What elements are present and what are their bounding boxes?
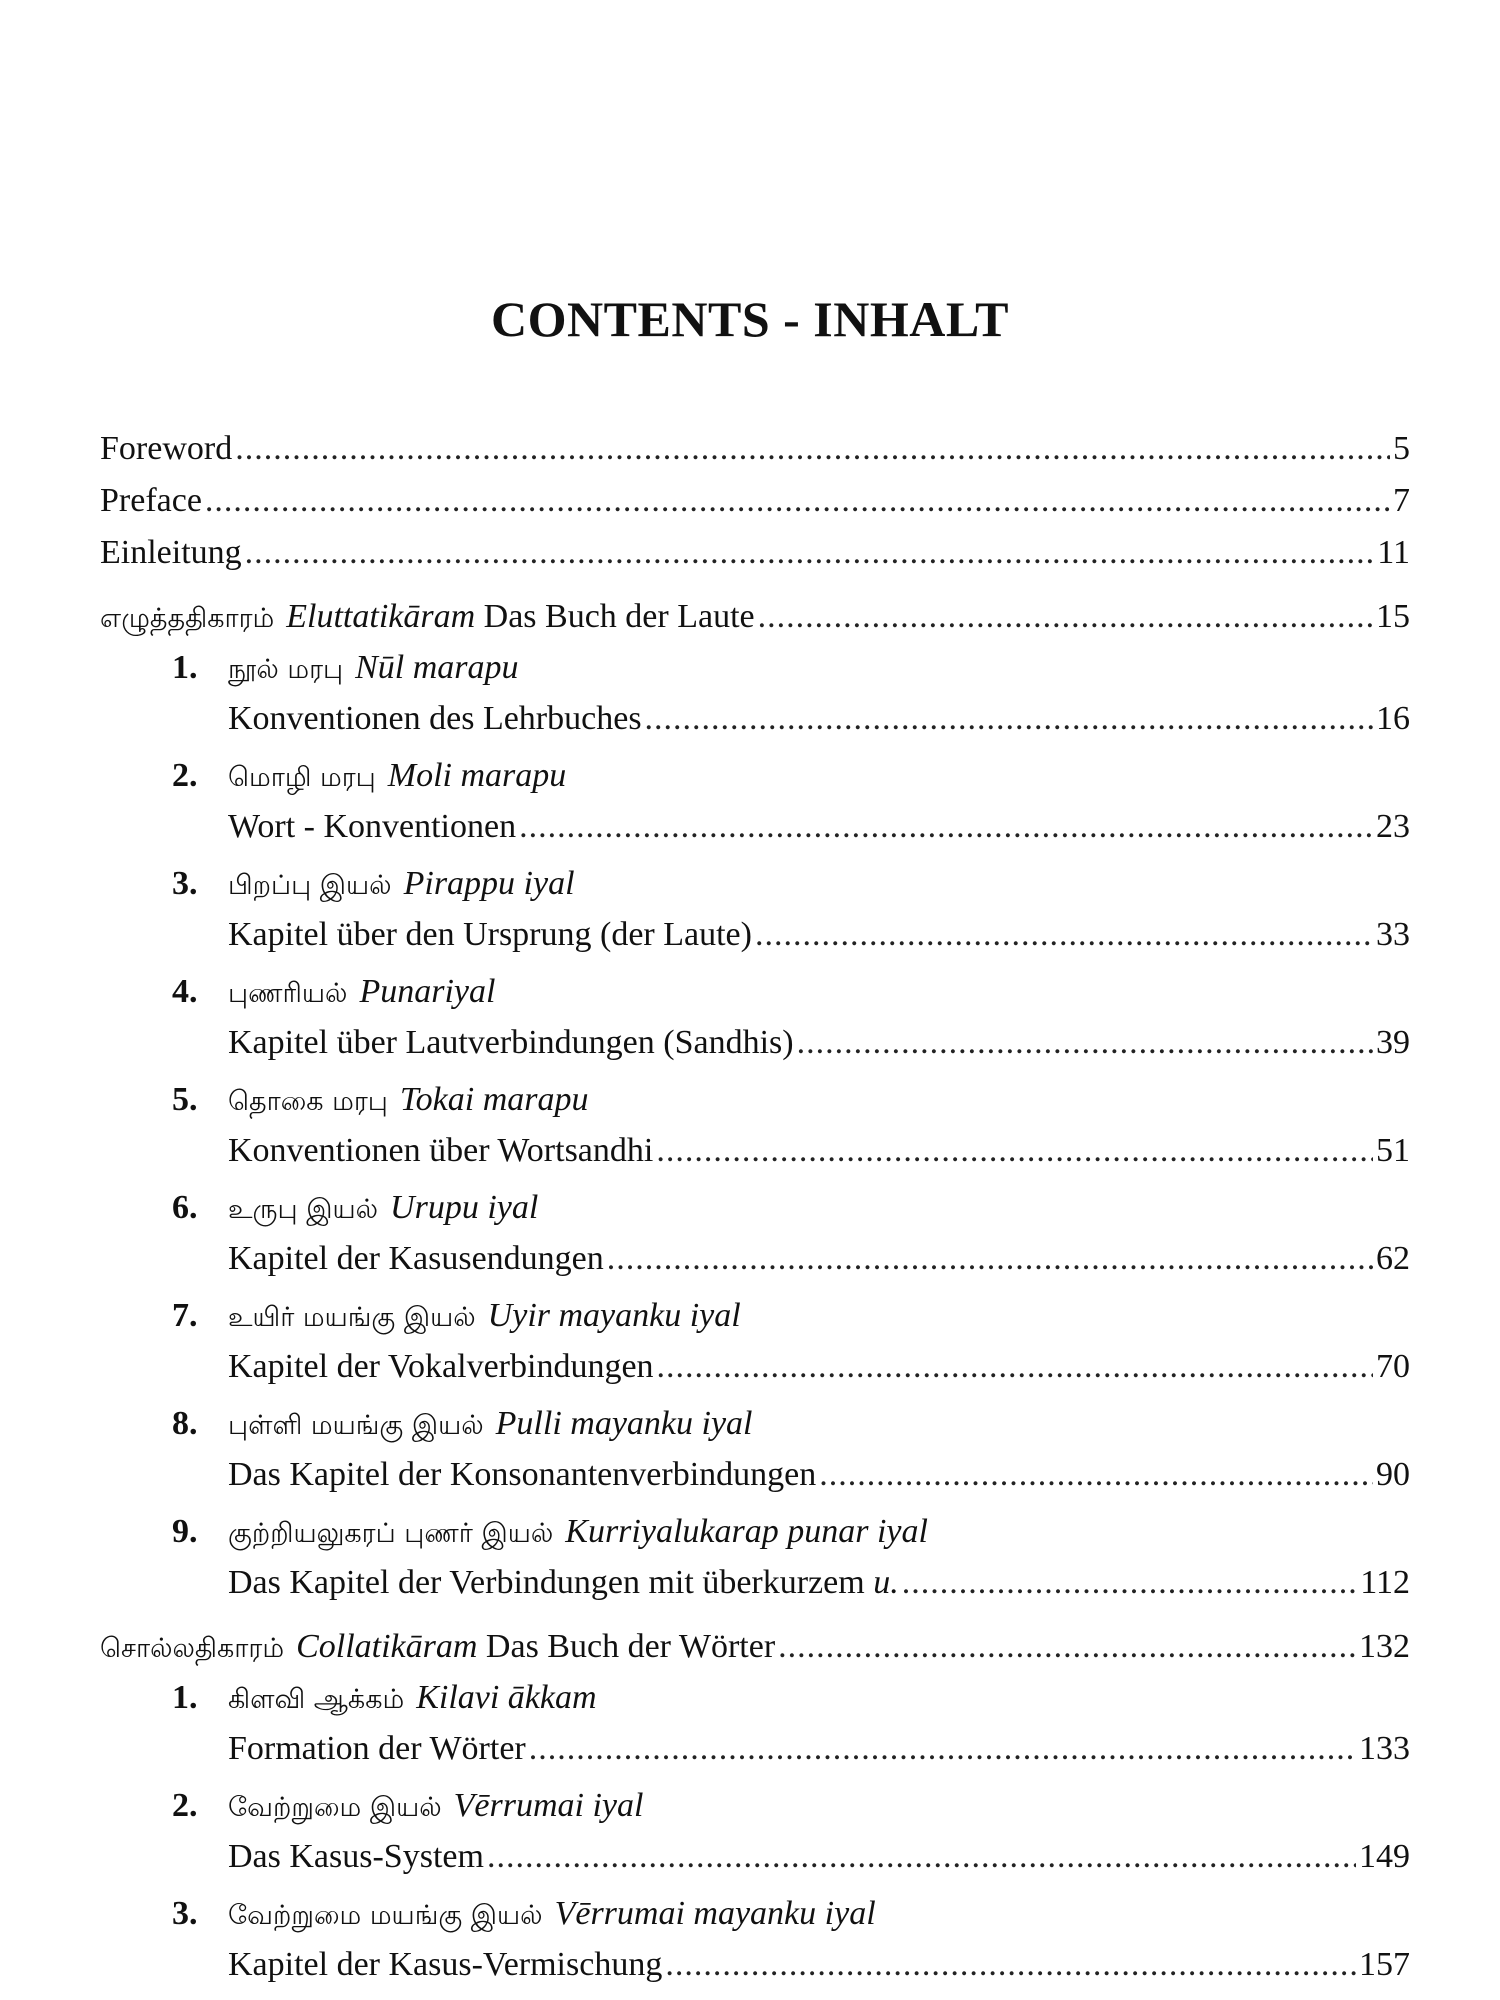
chapter-number: 7. <box>172 1297 198 1334</box>
transliteration: Punariyal <box>359 973 496 1010</box>
tamil-title: உயிர் மயங்கு இயல் <box>228 1302 476 1333</box>
toc-chapter-3[interactable] <box>172 859 1410 961</box>
chapter-number: 8. <box>172 1405 198 1442</box>
book-title <box>100 1621 775 1675</box>
leader-dots <box>205 475 1390 527</box>
toc-chapter-4[interactable] <box>172 967 1410 1069</box>
page-number: 90 <box>1376 1456 1410 1493</box>
toc-entry-foreword[interactable] <box>100 423 1410 475</box>
transliteration: Eluttatikāram <box>286 598 476 635</box>
chapter-number: 2. <box>172 1787 198 1824</box>
chapter-number: 4. <box>172 973 198 1010</box>
page-number: 133 <box>1359 1730 1410 1767</box>
leader-dots <box>487 1831 1356 1883</box>
toc-book-collatikaram[interactable] <box>100 1621 1410 1673</box>
german-title: Kapitel der Vokalverbindungen <box>228 1348 654 1385</box>
chapter-number: 5. <box>172 1081 198 1118</box>
leader-dots <box>519 801 1373 853</box>
leader-dots <box>778 1621 1356 1673</box>
page-number: 62 <box>1376 1240 1410 1277</box>
chapter-number: 9. <box>172 1513 198 1550</box>
tamil-title: புள்ளி மயங்கு இயல் <box>228 1410 484 1441</box>
leader-dots <box>755 909 1373 961</box>
german-title: Das Kapitel der Konsonantenverbindungen <box>228 1456 817 1493</box>
page-number: 39 <box>1376 1024 1410 1061</box>
entry-label: Einleitung <box>100 534 242 571</box>
toc-entry-einleitung[interactable] <box>100 527 1410 579</box>
leader-dots <box>529 1723 1356 1775</box>
italic-u: u. <box>873 1564 899 1601</box>
german-title: Kapitel über Lautverbindungen (Sandhis) <box>228 1024 794 1061</box>
toc-chapter-3[interactable] <box>172 1889 1410 1991</box>
transliteration: Kurriyalukarap punar iyal <box>565 1513 928 1550</box>
toc-chapter-9[interactable] <box>172 1507 1410 1609</box>
toc-chapter-1[interactable] <box>172 643 1410 745</box>
german-title: Das Kapitel der Verbindungen mit überkurzem u. <box>228 1564 899 1601</box>
german-title: Formation der Wörter <box>228 1730 526 1767</box>
german-title: Das Buch der Laute <box>483 598 755 635</box>
toc-chapter-8[interactable] <box>172 1399 1410 1501</box>
toc-book-eluttatikaram[interactable] <box>100 591 1410 643</box>
german-title: Wort - Konventionen <box>228 808 517 845</box>
tamil-title: சொல்லதிகாரம் <box>100 1633 285 1664</box>
page-number: 15 <box>1376 598 1410 635</box>
german-title: Das Kasus-System <box>228 1838 484 1875</box>
page-number: 112 <box>1360 1564 1410 1601</box>
toc-chapter-6[interactable] <box>172 1183 1410 1285</box>
leader-dots <box>657 1341 1373 1393</box>
leader-dots <box>235 423 1390 475</box>
page-number: 33 <box>1376 916 1410 953</box>
book-title <box>100 591 755 645</box>
leader-dots <box>758 591 1373 643</box>
tamil-title: வேற்றுமை இயல் <box>228 1792 442 1823</box>
german-title: Kapitel der Kasusendungen <box>228 1240 604 1277</box>
transliteration: Vērrumai iyal <box>453 1787 644 1824</box>
chapter-number: 1. <box>172 1679 198 1716</box>
toc-chapter-7[interactable] <box>172 1291 1410 1393</box>
tamil-title: எழுத்ததிகாரம் <box>100 603 275 634</box>
german-title: Kapitel der Kasus-Vermischung <box>228 1946 663 1983</box>
page-number: 157 <box>1359 1946 1410 1983</box>
page-number: 11 <box>1377 534 1410 571</box>
tamil-title: மொழி மரபு <box>228 762 376 793</box>
transliteration: Moli marapu <box>387 757 567 794</box>
transliteration: Kilavi ākkam <box>416 1679 597 1716</box>
transliteration: Tokai marapu <box>399 1081 589 1118</box>
german-title: Konventionen über Wortsandhi <box>228 1132 654 1169</box>
toc-chapter-5[interactable] <box>172 1075 1410 1177</box>
page-number: 5 <box>1393 430 1410 467</box>
toc-chapter-2[interactable] <box>172 1781 1410 1883</box>
page-number: 16 <box>1376 700 1410 737</box>
chapter-number: 6. <box>172 1189 198 1226</box>
toc-chapter-1[interactable] <box>172 1673 1410 1775</box>
leader-dots <box>645 693 1373 745</box>
german-title: Konventionen des Lehrbuches <box>228 700 642 737</box>
page-number: 23 <box>1376 808 1410 845</box>
chapter-number: 3. <box>172 1895 198 1932</box>
german-title: Das Buch der Wörter <box>485 1628 776 1665</box>
transliteration: Uyir mayanku iyal <box>487 1297 741 1334</box>
tamil-title: தொகை மரபு <box>228 1086 388 1117</box>
table-of-contents <box>100 423 1410 1991</box>
transliteration: Nūl marapu <box>355 649 519 686</box>
leader-dots <box>819 1449 1373 1501</box>
tamil-title: உருபு இயல் <box>228 1194 379 1225</box>
toc-chapter-2[interactable] <box>172 751 1410 853</box>
leader-dots <box>607 1233 1373 1285</box>
chapter-number: 1. <box>172 649 198 686</box>
transliteration: Pulli mayanku iyal <box>495 1405 753 1442</box>
page-number: 51 <box>1376 1132 1410 1169</box>
leader-dots <box>902 1557 1358 1609</box>
tamil-title: குற்றியலுகரப் புணர் இயல் <box>228 1518 554 1549</box>
tamil-title: புணரியல் <box>228 978 348 1009</box>
tamil-title: வேற்றுமை மயங்கு இயல் <box>228 1900 543 1931</box>
leader-dots <box>797 1017 1373 1069</box>
page-number: 149 <box>1359 1838 1410 1875</box>
tamil-title: கிளவி ஆக்கம் <box>228 1684 405 1715</box>
tamil-title: நூல் மரபு <box>228 654 344 685</box>
toc-entry-preface[interactable] <box>100 475 1410 527</box>
page-number: 132 <box>1359 1628 1410 1665</box>
leader-dots <box>656 1125 1373 1177</box>
german-title: Kapitel über den Ursprung (der Laute) <box>228 916 752 953</box>
page-number: 7 <box>1393 482 1410 519</box>
tamil-title: பிறப்பு இயல் <box>228 870 392 901</box>
leader-dots <box>245 527 1375 579</box>
entry-label: Foreword <box>100 430 233 467</box>
page-number: 70 <box>1376 1348 1410 1385</box>
transliteration: Collatikāram <box>296 1628 478 1665</box>
transliteration: Vērrumai mayanku iyal <box>554 1895 876 1932</box>
transliteration: Pirappu iyal <box>403 865 575 902</box>
entry-label: Preface <box>100 482 202 519</box>
chapter-number: 2. <box>172 757 198 794</box>
chapter-number: 3. <box>172 865 198 902</box>
page-title: CONTENTS - INHALT <box>491 291 1009 347</box>
leader-dots <box>665 1939 1356 1991</box>
transliteration: Urupu iyal <box>390 1189 539 1226</box>
